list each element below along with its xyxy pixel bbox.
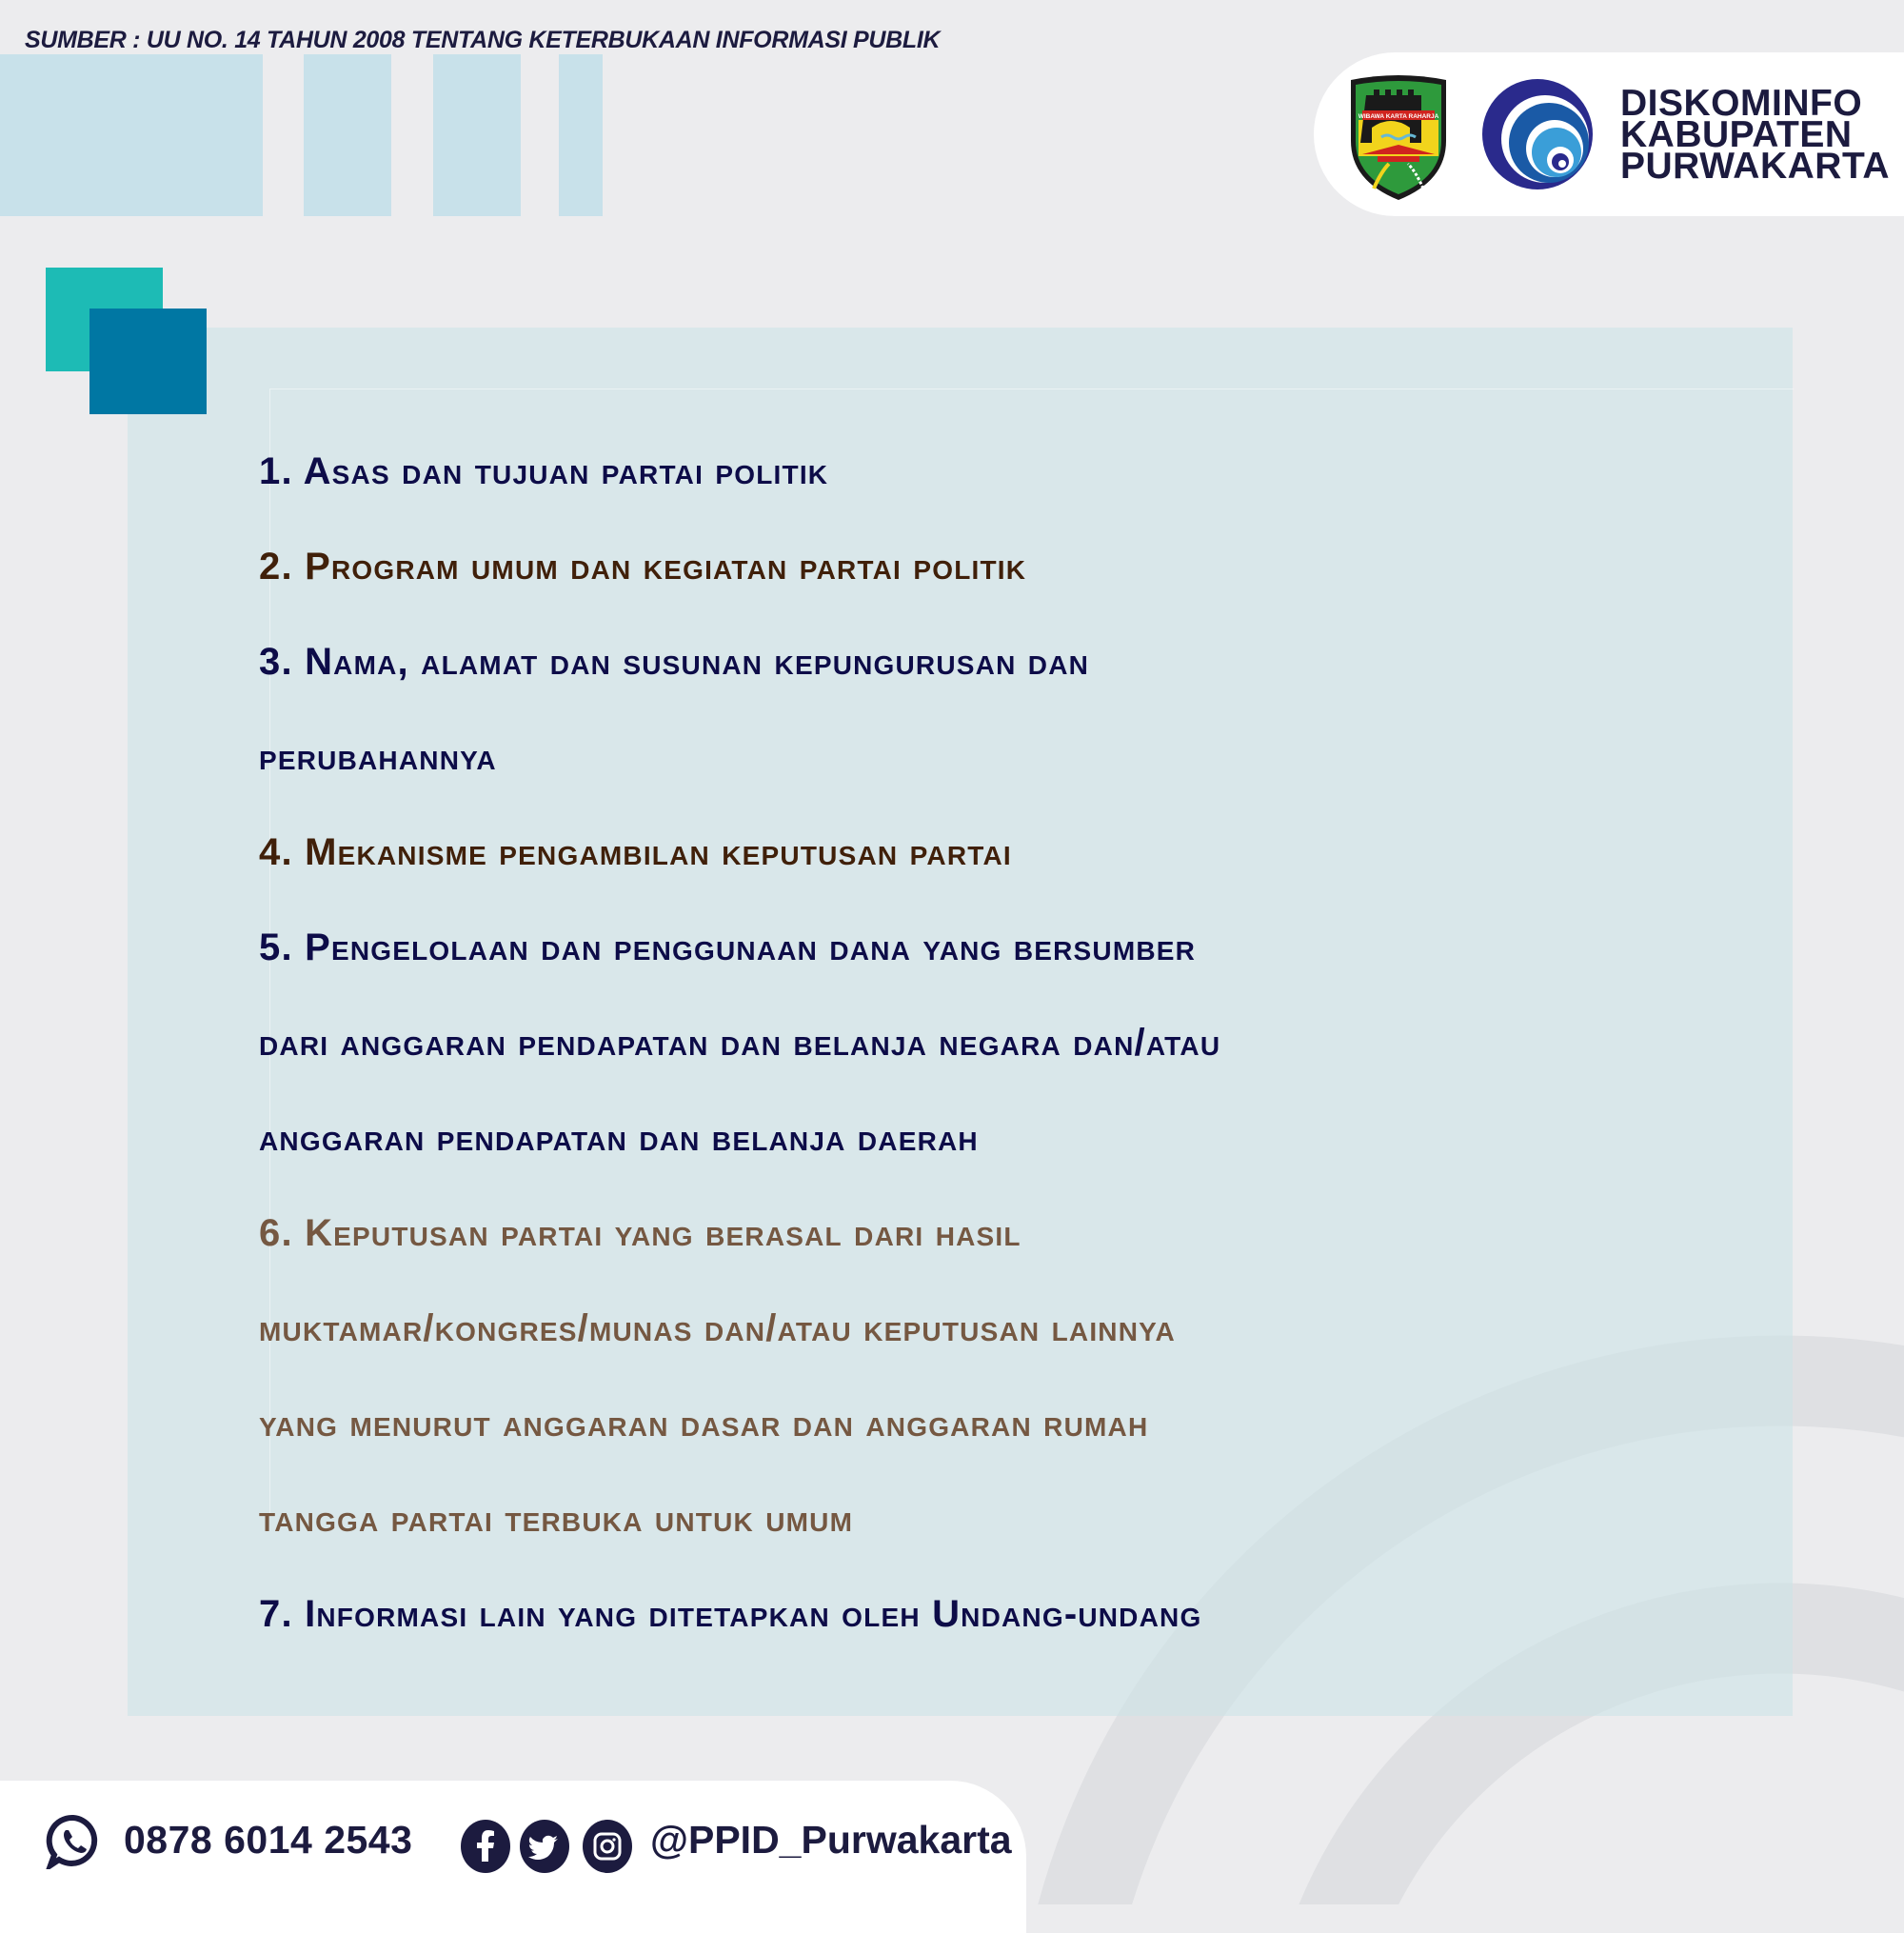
social-handle[interactable]: @PPID_Purwakarta (650, 1818, 1012, 1862)
list-item-6-cont: yang menurut anggaran dasar dan anggaran rumah (259, 1403, 1149, 1445)
list-item-5: 5. Pengelolaan dan penggunaan dana yang bersumber (259, 927, 1197, 968)
brand-line: PURWAKARTA (1620, 146, 1891, 187)
purwakarta-crest-icon (1345, 74, 1452, 204)
list-item-6: 6. Keputusan partai yang berasal dari hasil (259, 1212, 1021, 1254)
list-item-3: 3. Nama, alamat dan susunan kepungurusan dan (259, 641, 1090, 683)
phone-number: 0878 6014 2543 (124, 1818, 413, 1862)
list-item-7: 7. Informasi lain yang ditetapkan oleh Undang-undang (259, 1593, 1202, 1635)
list-item-5-cont: anggaran pendapatan dan belanja daerah (259, 1117, 979, 1159)
source-citation: SUMBER : UU NO. 14 TAHUN 2008 TENTANG KETERBUKAAN INFORMASI PUBLIK (25, 27, 941, 53)
information-list (259, 424, 1782, 1662)
twitter-icon[interactable] (520, 1820, 569, 1873)
list-item-3-cont: perubahannya (259, 736, 497, 778)
list-item-2: 2. Program umum dan kegiatan partai politik (259, 546, 1027, 588)
list-item-6-cont: tangga partai terbuka untuk umum (259, 1498, 854, 1540)
decorative-bar (0, 54, 263, 216)
brand-line: KABUPATEN (1620, 114, 1853, 155)
decorative-bar (304, 54, 391, 216)
list-item-5-cont: dari anggaran pendapatan dan belanja negara dan/atau (259, 1022, 1221, 1064)
list-item-4: 4. Mekanisme pengambilan keputusan partai (259, 831, 1012, 873)
decorative-square-blue (89, 309, 207, 414)
decorative-bar (433, 54, 521, 216)
brand-line: DISKOMINFO (1620, 83, 1863, 124)
brand-name (1620, 83, 1891, 187)
facebook-icon[interactable] (461, 1820, 510, 1873)
decorative-bar (559, 54, 603, 216)
whatsapp-icon (46, 1814, 101, 1869)
instagram-icon[interactable] (583, 1820, 632, 1873)
kominfo-logo-icon (1478, 76, 1597, 192)
svg-text:WIBAWA KARTA RAHARJA: WIBAWA KARTA RAHARJA (1358, 113, 1439, 120)
list-item-1: 1. Asas dan tujuan partai politik (259, 450, 829, 492)
list-item-6-cont: muktamar/kongres/munas dan/atau keputusan lainnya (259, 1307, 1176, 1349)
